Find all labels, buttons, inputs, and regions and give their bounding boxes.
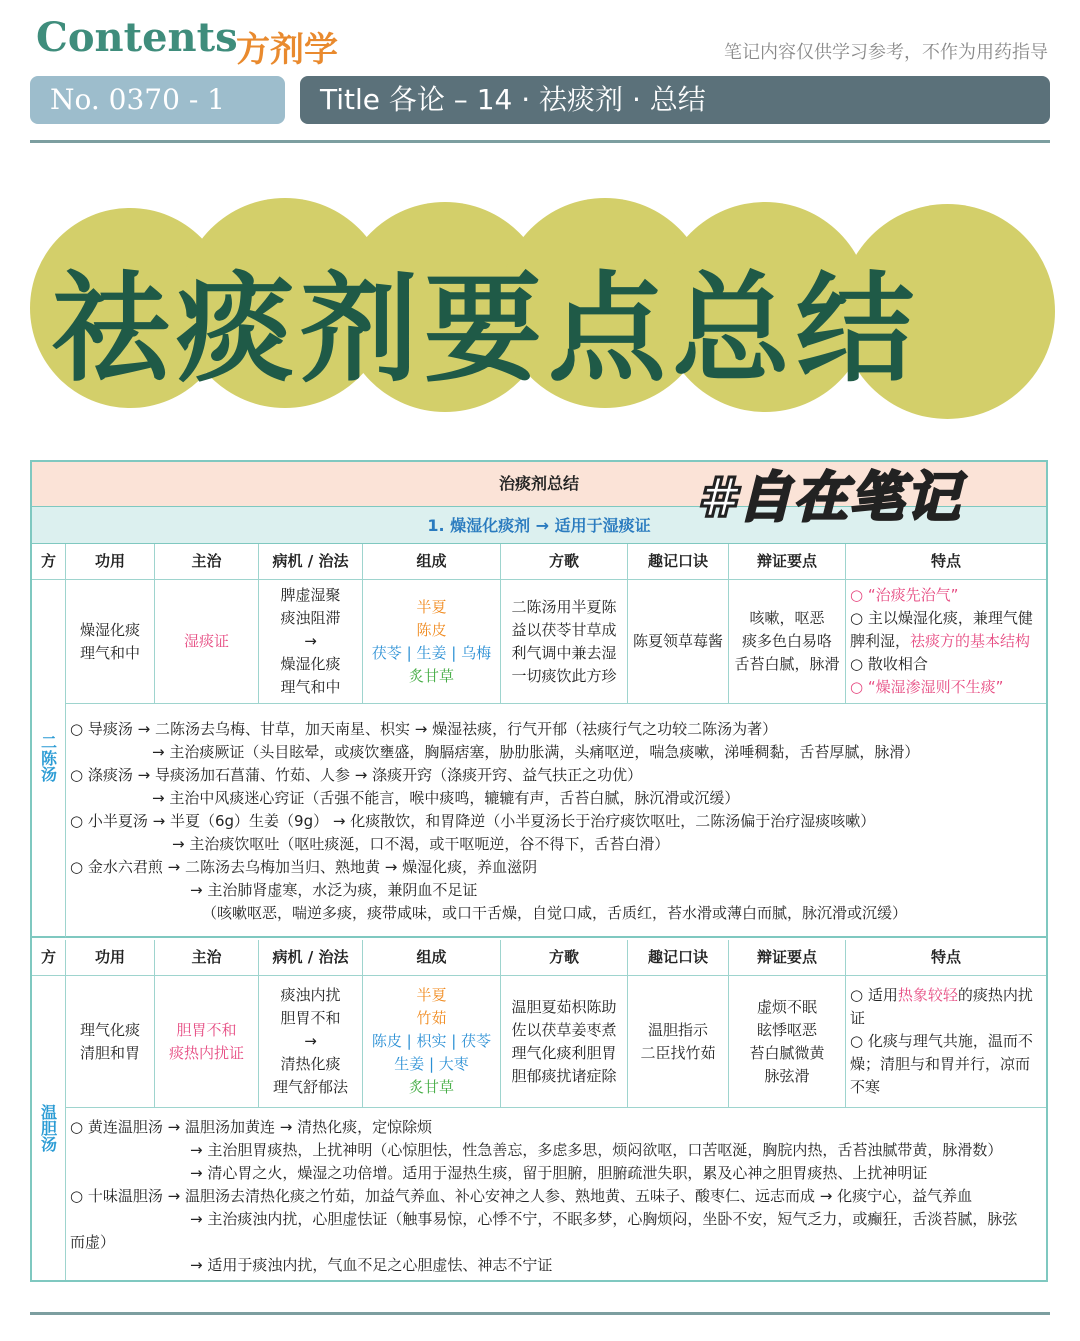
note-line: → 主治胆胃痰热，上扰神明（心惊胆怯，性急善忘，多虑多思，烦闷欲呕，口苦呕涎，胸脘内热，舌苔浊腻带黄，脉滑数） <box>190 1141 1003 1159</box>
header-effect: 功用 <box>66 544 155 580</box>
note-line: → 主治中风痰迷心窍证（舌强不能言，喉中痰鸣，辘辘有声，舌苔白腻，脉沉滑或沉缓） <box>152 789 740 807</box>
header-diagnosis: 辩证要点 <box>729 544 846 580</box>
herb-chief: 陈皮 <box>416 620 447 639</box>
note-line: （咳嗽呕恶，喘逆多痰，痰带咸味，或口干舌燥，自觉口咸，舌质红，苔水滑或薄白而腻，脉沉滑或沉缓） <box>202 904 908 922</box>
header-indication: 主治 <box>155 940 259 976</box>
header-indication: 主治 <box>155 544 259 580</box>
note-line: → 清心胃之火，燥湿之功倍增。适用于湿热生痰，留于胆腑，胆腑疏泄失职，累及心神之胆胃痰热、上扰神明证 <box>190 1164 928 1182</box>
effect-cell: 理气化痰 清胆和胃 <box>66 976 155 1108</box>
header-formula: 方 <box>32 940 66 976</box>
formula-name-cell <box>32 580 66 938</box>
note-line: 而虚） <box>70 1233 116 1251</box>
header-composition: 组成 <box>363 940 501 976</box>
header-diagnosis: 辩证要点 <box>729 940 846 976</box>
note-line: → 主治痰浊内扰，心胆虚怯证（触事易惊，心悸不宁，不眠多梦，心胸烦闷，坐卧不安，短气乏力，或癫狂，舌淡苔腻，脉弦 <box>190 1210 1018 1228</box>
formula-name-erchen: 二陈汤 <box>38 734 58 782</box>
mnemonic-cell: 陈夏领草莓酱 <box>628 580 729 704</box>
features-cell <box>846 976 1046 1108</box>
herb-envoy: 炙甘草 <box>408 1078 454 1096</box>
herb-envoy: 炙甘草 <box>408 666 454 685</box>
summary-table <box>30 460 1048 1282</box>
disclaimer-note: 笔记内容仅供学习参考，不作为用药指导 <box>724 42 1048 63</box>
feature-item: ○ 适用热象较轻的痰热内扰证 <box>850 986 1033 1027</box>
header-pathology: 病机 / 治法 <box>259 544 363 580</box>
header-features: 特点 <box>846 940 1046 976</box>
indication-cell: 胆胃不和 痰热内扰证 <box>155 976 259 1108</box>
watermark-stamp: #自在笔记 <box>698 466 962 529</box>
note-line: → 主治痰厥证（头目眩晕，或痰饮壅盛，胸膈痞塞，胁肋胀满，头痛呕逆，喘急痰嗽，涕唾稠黏，舌苔厚腻，脉滑） <box>152 743 920 761</box>
note-line: ○ 金水六君煎 → 二陈汤去乌梅加当归、熟地黄 → 燥湿化痰，养血滋阴 <box>70 858 538 876</box>
note-line: ○ 导痰汤 → 二陈汤去乌梅、甘草，加天南星、枳实 → 燥湿祛痰，行气开郁（祛痰行气之功较二陈汤为著） <box>70 720 778 738</box>
note-line: → 适用于痰浊内扰，气血不足之心胆虚怯、神志不宁证 <box>190 1256 553 1274</box>
indication-cell: 湿痰证 <box>155 580 259 704</box>
header-mnemonic: 趣记口诀 <box>628 940 729 976</box>
header-pathology: 病机 / 治法 <box>259 940 363 976</box>
pathology-cell: 脾虚湿聚 痰浊阻滞 → 燥湿化痰 理气和中 <box>259 580 363 704</box>
diagnosis-cell: 咳嗽，呕恶 痰多色白易咯 舌苔白腻，脉滑 <box>729 580 846 704</box>
feature-item: ○ 主以燥湿化痰，兼理气健脾利湿，祛痰方的基本结构 <box>850 609 1033 650</box>
feature-item: ○ 化痰与理气共施，温而不燥；清胆与和胃并行，凉而不寒 <box>850 1032 1033 1096</box>
herb-chief: 半夏 <box>416 597 447 616</box>
note-line: → 主治痰饮呕吐（呕吐痰涎，口不渴，或干呕呃逆，谷不得下，舌苔白滑） <box>172 835 670 853</box>
note-line: ○ 涤痰汤 → 导痰汤加石菖蒲、竹茹、人参 → 涤痰开窍（涤痰开窍、益气扶正之功优） <box>70 766 643 784</box>
divider-top <box>30 140 1050 143</box>
diagnosis-cell: 虚烦不眠 眩悸呕恶 苔白腻微黄 脉弦滑 <box>729 976 846 1108</box>
note-line: → 主治肺肾虚寒，水泛为痰，兼阴血不足证 <box>190 881 478 899</box>
note-line: ○ 黄连温胆汤 → 温胆汤加黄连 → 清热化痰，定惊除烦 <box>70 1118 433 1136</box>
herb-deputy: 茯苓 | 生姜 | 乌梅 <box>371 643 492 662</box>
mnemonic-cell: 温胆指示 二臣找竹茹 <box>628 976 729 1108</box>
subject-label: 方剂学 <box>236 30 338 70</box>
note-line: ○ 小半夏汤 → 半夏（6g）生姜（9g） → 化痰散饮，和胃降逆（小半夏汤长于治疗痰饮呕吐，二陈汤偏于治疗湿痰咳嗽） <box>70 812 876 830</box>
herb-chief: 半夏 <box>416 986 447 1004</box>
song-cell: 二陈汤用半夏陈 益以茯苓甘草成 利气调中兼去湿 一切痰饮此方珍 <box>501 580 628 704</box>
note-line: ○ 十味温胆汤 → 温胆汤去清热化痰之竹茹，加益气养血、补心安神之人参、熟地黄、五味子、酸枣仁、远志而成 → 化痰宁心，益气养血 <box>70 1187 973 1205</box>
note-number: No. 0370 - 1 <box>30 76 285 124</box>
notes-erchen <box>66 704 1046 938</box>
header-features: 特点 <box>846 544 1046 580</box>
herb-chief: 竹茹 <box>416 1009 447 1027</box>
big-title: 祛痰剂要点总结 <box>52 260 921 398</box>
features-cell <box>846 580 1046 704</box>
header-song: 方歌 <box>501 544 628 580</box>
herb-envoy: 生姜 | 大枣 <box>394 1055 469 1073</box>
divider-bottom <box>30 1312 1050 1315</box>
feature-item: ○ “治痰先治气” <box>850 586 959 604</box>
note-title: Title 各论 – 14 · 祛痰剂 · 总结 <box>300 76 1050 124</box>
table-caption: 治痰剂总结 <box>32 462 1046 506</box>
feature-item: ○ 散收相合 <box>850 655 928 673</box>
effect-cell: 燥湿化痰 理气和中 <box>66 580 155 704</box>
section-title: 1. 燥湿化痰剂 → 适用于湿痰证 <box>32 506 1046 544</box>
formula-name-wendan: 温胆汤 <box>38 1104 58 1152</box>
header-effect: 功用 <box>66 940 155 976</box>
composition-cell <box>363 976 501 1108</box>
big-title-banner <box>0 188 1080 428</box>
pathology-cell: 痰浊内扰 胆胃不和 → 清热化痰 理气舒郁法 <box>259 976 363 1108</box>
herb-deputy: 陈皮 | 枳实 | 茯苓 <box>371 1032 492 1050</box>
feature-item: ○ “燥湿渗湿则不生痰” <box>850 678 1004 696</box>
header-formula: 方 <box>32 544 66 580</box>
song-cell: 温胆夏茹枳陈助 佐以茯草姜枣煮 理气化痰利胆胃 胆郁痰扰诸症除 <box>501 976 628 1108</box>
contents-label: Contents <box>36 14 238 61</box>
notes-wendan <box>66 1108 1046 1280</box>
header-mnemonic: 趣记口诀 <box>628 544 729 580</box>
header-composition: 组成 <box>363 544 501 580</box>
header-song: 方歌 <box>501 940 628 976</box>
formula-name-cell <box>32 976 66 1280</box>
composition-cell <box>363 580 501 704</box>
